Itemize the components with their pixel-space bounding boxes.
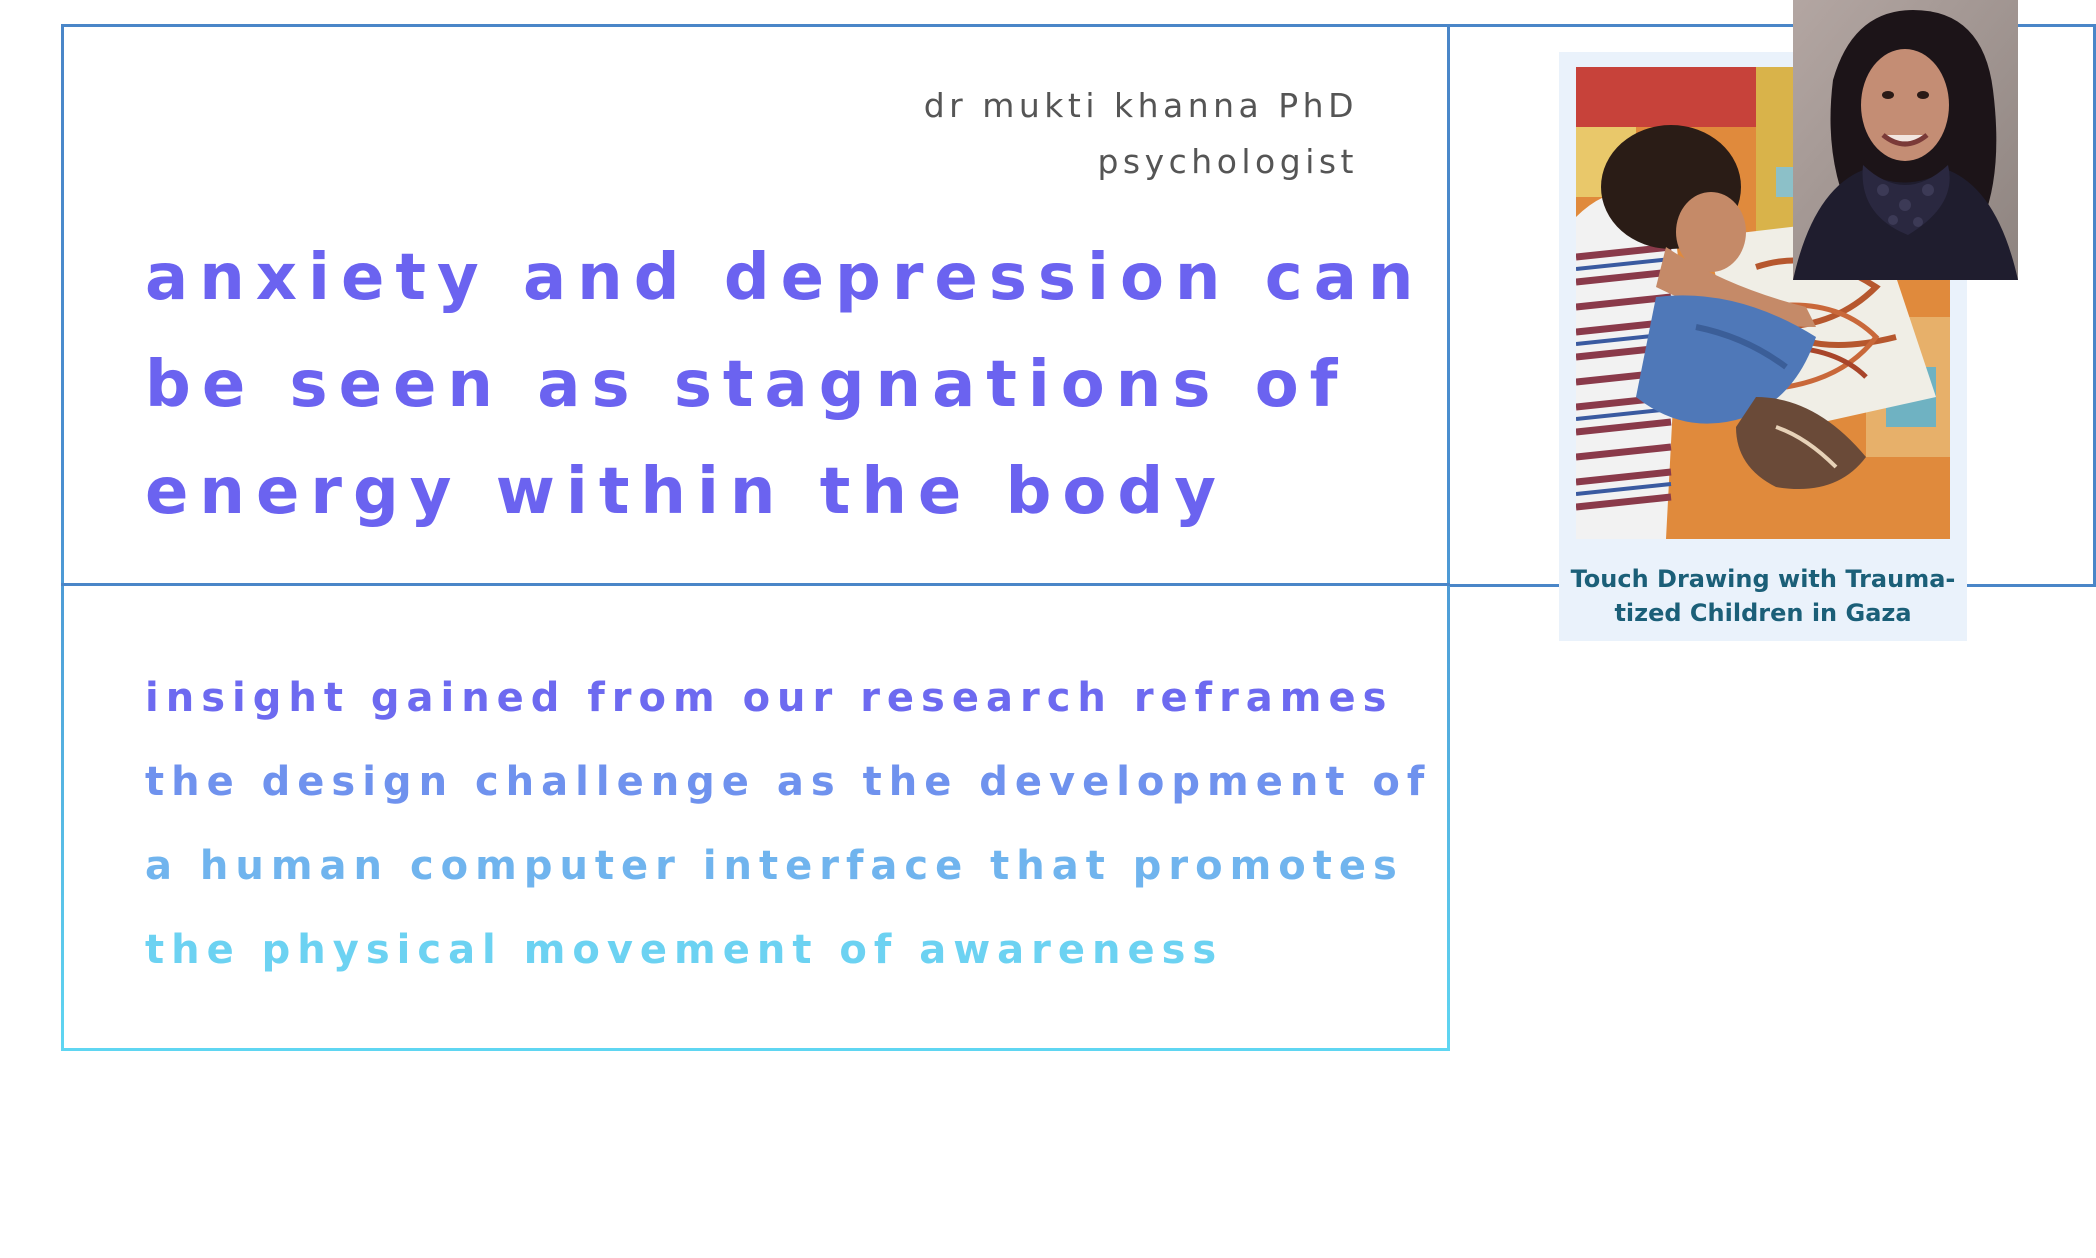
author-name: dr mukti khanna PhD — [923, 86, 1358, 125]
headline-line: anxiety and depression can — [145, 241, 1425, 315]
caption-line: tized Children in Gaza — [1614, 599, 1912, 627]
author-title: psychologist — [1097, 142, 1358, 181]
insight-text — [145, 656, 1445, 992]
photo-caption — [1559, 562, 1967, 630]
insight-line: insight gained from our research reframes — [145, 675, 1394, 721]
author-block — [924, 78, 1358, 190]
insight-line: the design challenge as the development of — [145, 759, 1432, 805]
insight-line: a human computer interface that promotes — [145, 843, 1404, 889]
caption-line: Touch Drawing with Trauma- — [1570, 565, 1956, 593]
section-divider — [61, 583, 1450, 586]
headline-line: be seen as stagnations of — [145, 348, 1349, 422]
insight-line: the physical movement of awareness — [145, 927, 1224, 973]
author-portrait — [1793, 0, 2018, 280]
headline — [145, 225, 1445, 546]
headline-line: energy within the body — [145, 455, 1227, 529]
